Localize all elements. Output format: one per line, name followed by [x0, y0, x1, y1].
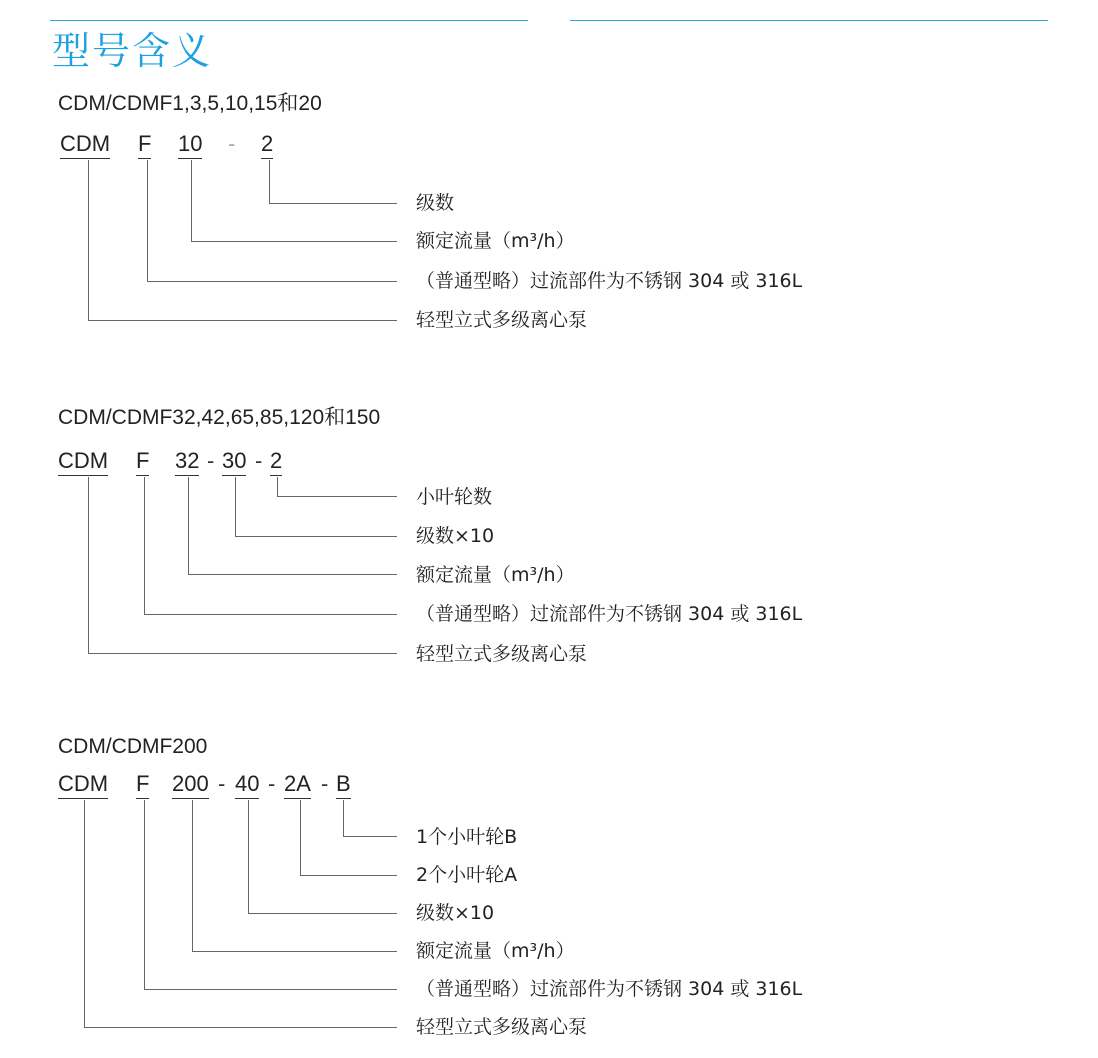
code-series: CDM [58, 448, 108, 476]
connector [343, 800, 344, 837]
desc-series: 轻型立式多级离心泵 [416, 643, 588, 665]
desc-small-impellers: 小叶轮数 [416, 486, 493, 508]
connector [144, 614, 397, 615]
desc-flow: 额定流量（m³/h） [416, 940, 575, 962]
desc-series: 轻型立式多级离心泵 [416, 309, 588, 331]
connector [88, 653, 397, 654]
desc-impeller-b: 1个小叶轮B [416, 826, 518, 848]
connector [235, 536, 397, 537]
section-heading: CDM/CDMF32,42,65,85,120和150 [58, 406, 381, 429]
code-flow: 10 [178, 131, 202, 159]
connector [147, 281, 397, 282]
code-separator: - [321, 771, 329, 796]
desc-series: 轻型立式多级离心泵 [416, 1016, 588, 1038]
connector [300, 875, 397, 876]
connector [248, 800, 249, 914]
connector [147, 160, 148, 282]
connector [277, 496, 397, 497]
desc-material: （普通型略）过流部件为不锈钢 304 或 316L [416, 978, 803, 1000]
page-title: 型号含义 [52, 29, 213, 73]
desc-impellers-a: 2个小叶轮A [416, 864, 518, 886]
code-flow: 200 [172, 771, 209, 799]
connector [188, 574, 397, 575]
code-flow: 32 [175, 448, 199, 476]
connector [277, 477, 278, 497]
connector [248, 913, 397, 914]
connector [188, 477, 189, 575]
desc-stages: 级数×10 [416, 525, 495, 547]
connector [192, 800, 193, 952]
desc-stages: 级数 [416, 192, 455, 214]
code-separator: - [207, 448, 215, 473]
top-rule-right [570, 20, 1048, 21]
connector [88, 160, 89, 321]
code-material: F [136, 448, 149, 476]
connector [84, 800, 85, 1028]
code-impellers-a: 2A [284, 771, 311, 799]
connector [192, 951, 397, 952]
code-material: F [136, 771, 149, 799]
connector [144, 477, 145, 615]
code-stages: 40 [235, 771, 259, 799]
code-material: F [138, 131, 151, 159]
code-separator: - [228, 131, 236, 156]
code-stages: 30 [222, 448, 246, 476]
top-rule-left [50, 20, 528, 21]
connector [144, 989, 397, 990]
desc-flow: 额定流量（m³/h） [416, 230, 575, 252]
desc-material: （普通型略）过流部件为不锈钢 304 或 316L [416, 270, 803, 292]
connector [144, 800, 145, 990]
code-separator: - [255, 448, 263, 473]
code-separator: - [218, 771, 226, 796]
code-impeller-b: B [336, 771, 351, 799]
connector [88, 477, 89, 654]
connector [343, 836, 397, 837]
connector [235, 477, 236, 537]
connector [84, 1027, 397, 1028]
code-separator: - [268, 771, 276, 796]
desc-stages: 级数×10 [416, 902, 495, 924]
connector [300, 800, 301, 876]
connector [191, 241, 397, 242]
section-heading: CDM/CDMF200 [58, 735, 208, 758]
code-series: CDM [60, 131, 110, 159]
connector [269, 203, 397, 204]
section-heading: CDM/CDMF1,3,5,10,15和20 [58, 92, 322, 115]
connector [88, 320, 397, 321]
code-small-impellers: 2 [270, 448, 282, 476]
connector [269, 160, 270, 204]
desc-flow: 额定流量（m³/h） [416, 564, 575, 586]
code-series: CDM [58, 771, 108, 799]
connector [191, 160, 192, 242]
code-stages: 2 [261, 131, 273, 159]
desc-material: （普通型略）过流部件为不锈钢 304 或 316L [416, 603, 803, 625]
